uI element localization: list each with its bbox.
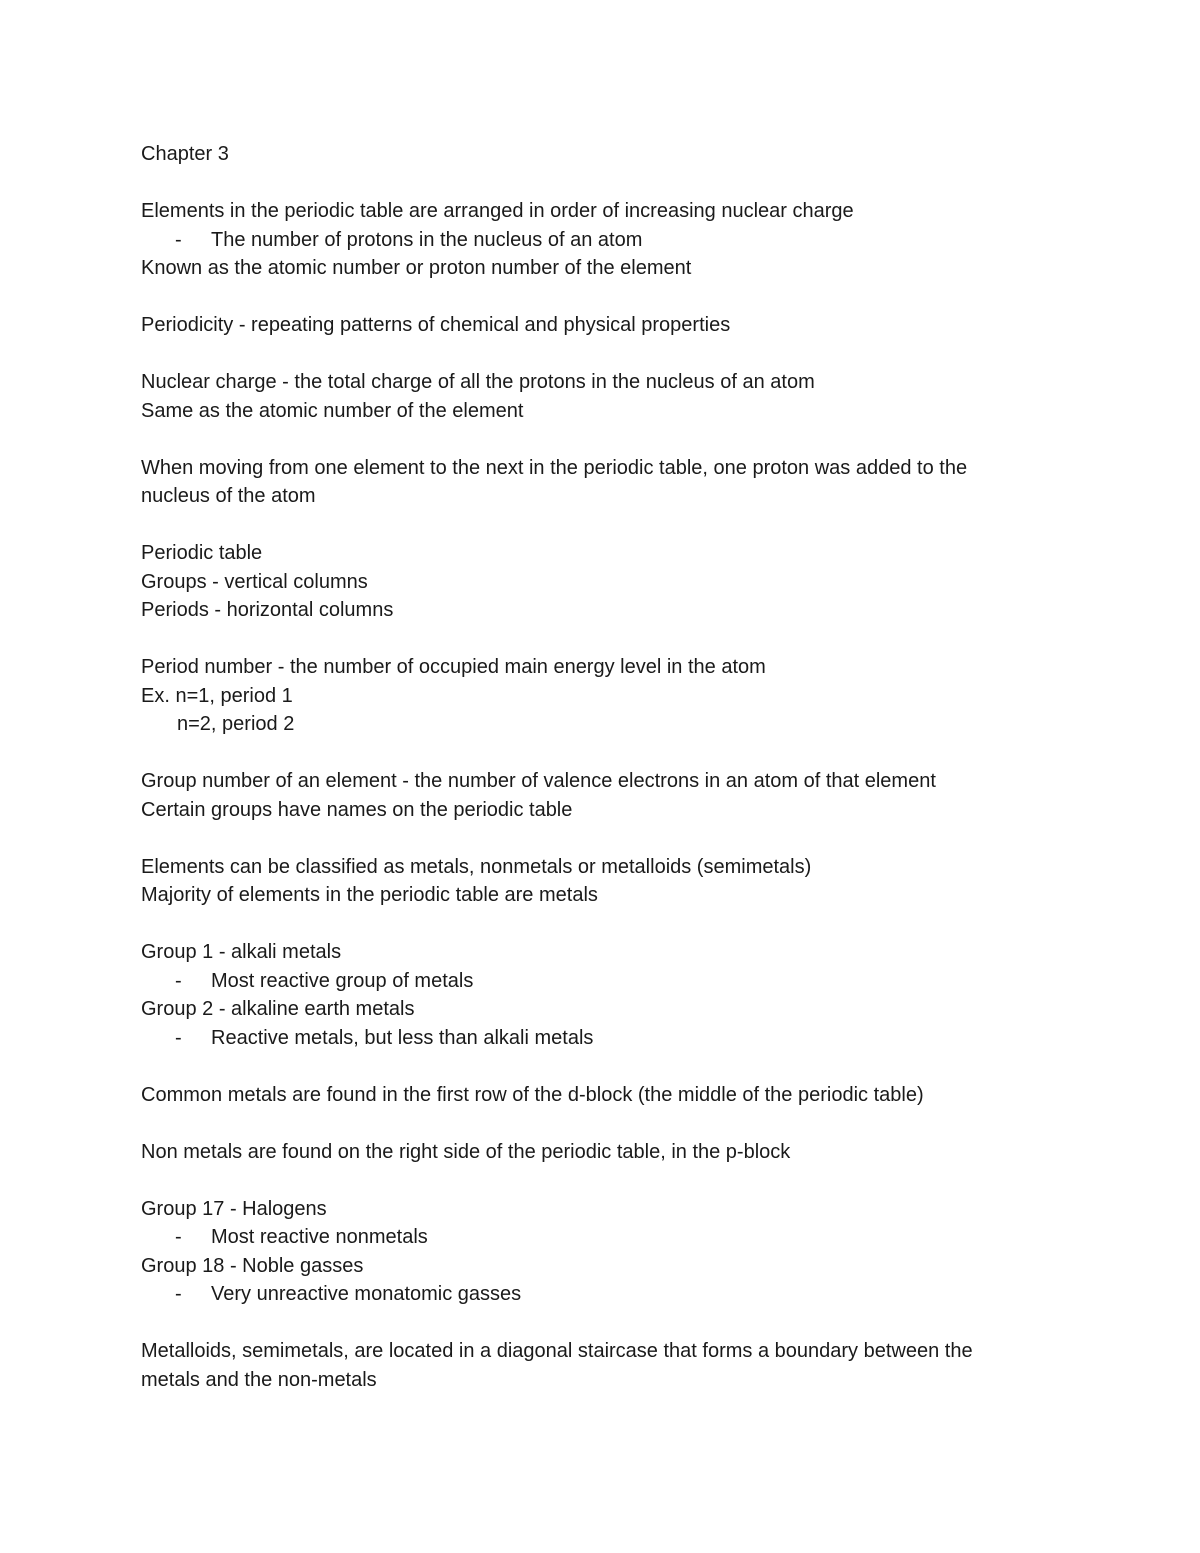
bullet-text: Very unreactive monatomic gasses [211, 1283, 522, 1305]
blank-line [141, 169, 1061, 198]
bullet-dash: - [175, 1283, 182, 1305]
paragraph-line: Groups - vertical columns [141, 570, 368, 593]
blank-line [141, 511, 1061, 540]
paragraph-line: Nuclear charge - the total charge of all the protons in the nucleus of an atom [141, 371, 815, 393]
paragraph-line: Known as the atomic number or proton number of the element [141, 257, 692, 279]
blank-line [141, 824, 1061, 853]
paragraph-line: Group number of an element - the number of valence electrons in an atom of that element [141, 770, 936, 792]
bullet-item [141, 1024, 1061, 1053]
blank-line [141, 910, 1061, 939]
blank-line [141, 1109, 1061, 1138]
bullet-item [141, 226, 1061, 255]
blank-line [141, 625, 1061, 654]
blank-line [141, 1166, 1061, 1195]
bullet-item [141, 1280, 1061, 1309]
bullet-text: Most reactive nonmetals [211, 1226, 428, 1248]
paragraph-line: When moving from one element to the next in the periodic table, one proton was added to the [141, 456, 968, 479]
bullet-item [141, 1223, 1061, 1252]
paragraph-line: Certain groups have names on the periodic table [141, 798, 573, 821]
paragraph-line: Group 18 - Noble gasses [141, 1254, 364, 1277]
paragraph-line: Periods - horizontal columns [141, 599, 394, 621]
blank-line [141, 739, 1061, 768]
paragraph-line: Metalloids, semimetals, are located in a diagonal staircase that forms a boundary between the [141, 1340, 973, 1362]
blank-line [141, 340, 1061, 369]
blank-line [141, 1309, 1061, 1338]
paragraph-line: Period number - the number of occupied main energy level in the atom [141, 656, 766, 678]
bullet-dash: - [175, 1026, 182, 1049]
paragraph-line: Periodic table [141, 542, 263, 564]
bullet-dash: - [175, 1226, 182, 1248]
bullet-text: Reactive metals, but less than alkali metals [211, 1026, 594, 1049]
paragraph-line: Same as the atomic number of the element [141, 399, 524, 422]
paragraph-line: Group 2 - alkaline earth metals [141, 998, 415, 1020]
bullet-text: The number of protons in the nucleus of an atom [211, 228, 643, 251]
chapter-title: Chapter 3 [141, 143, 229, 165]
paragraph-line: Periodicity - repeating patterns of chemical and physical properties [141, 314, 731, 336]
paragraph-line: Group 1 - alkali metals [141, 941, 342, 963]
paragraph-line: Elements in the periodic table are arranged in order of increasing nuclear charge [141, 200, 854, 222]
indented-line: n=2, period 2 [177, 713, 295, 735]
bullet-dash: - [175, 969, 182, 992]
paragraph-line: Elements can be classified as metals, nonmetals or metalloids (semimetals) [141, 855, 812, 878]
paragraph-line: Group 17 - Halogens [141, 1197, 327, 1220]
paragraph-line: metals and the non-metals [141, 1368, 377, 1391]
paragraph-line: Non metals are found on the right side of the periodic table, in the p-block [141, 1140, 791, 1163]
paragraph-line: Common metals are found in the first row of the d-block (the middle of the periodic table) [141, 1083, 924, 1106]
blank-line [141, 425, 1061, 454]
paragraph-line: Ex. n=1, period 1 [141, 684, 293, 707]
bullet-dash: - [175, 228, 182, 251]
blank-line [141, 283, 1061, 312]
paragraph-line: nucleus of the atom [141, 485, 316, 507]
document-body [141, 140, 1061, 1394]
blank-line [141, 1052, 1061, 1081]
paragraph-line: Majority of elements in the periodic table are metals [141, 884, 598, 906]
bullet-text: Most reactive group of metals [211, 969, 474, 992]
bullet-item [141, 967, 1061, 996]
